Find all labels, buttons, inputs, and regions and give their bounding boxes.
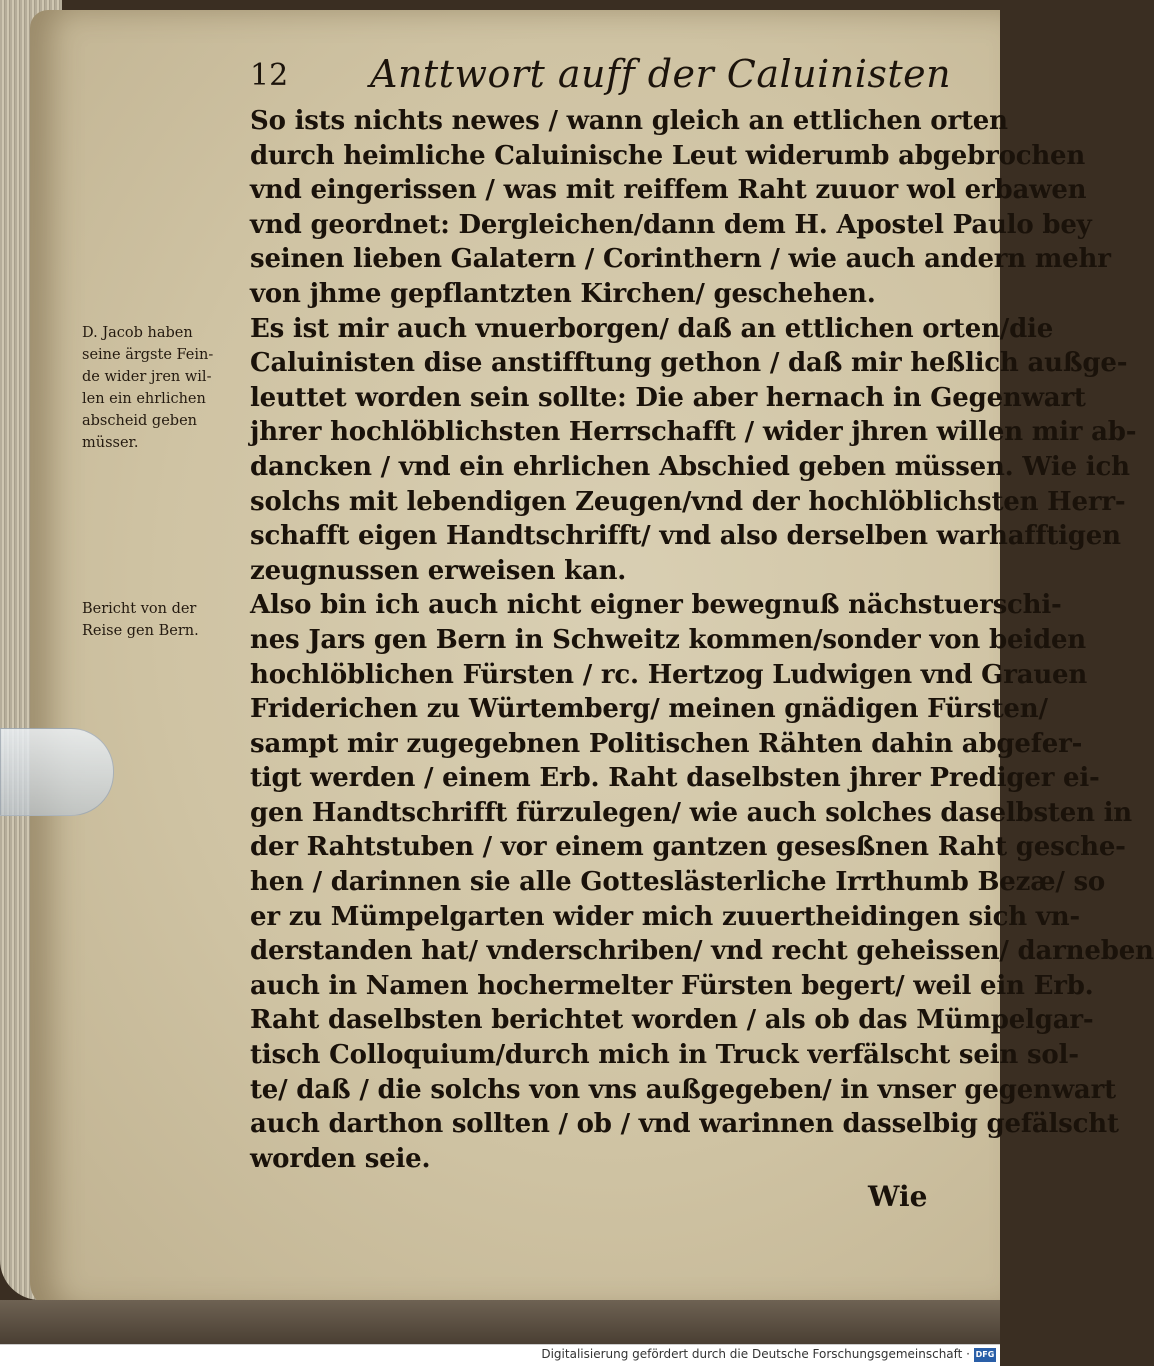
- text-line: tigt werden / einem Erb. Raht daselbsten jhrer Prediger ei-: [250, 763, 1100, 794]
- text-line: er zu Mümpelgarten wider mich zuuertheidingen sich vn-: [250, 901, 1081, 932]
- catchword: Wie: [868, 1180, 928, 1213]
- marginal-note-line: abscheid geben: [82, 413, 198, 429]
- text-line: Caluinisten dise anstifftung gethon / daß mir heßlich außge-: [250, 348, 1128, 379]
- text-line: worden seie.: [250, 1143, 431, 1174]
- text-line: schafft eigen Handtschrifft/ vnd also derselben warhafftigen: [250, 521, 1121, 552]
- text-line: Also bin ich auch nicht eigner bewegnuß nächstuerschi-: [250, 590, 1062, 621]
- footer-credit: Digitalisierung gefördert durch die Deutsche Forschungsgemeinschaft ·: [541, 1347, 970, 1361]
- marginal-note-1: [82, 322, 252, 454]
- text-line: der Rahtstuben / vor einem gantzen gesesßnen Raht gesche-: [250, 832, 1126, 863]
- text-line: Friderichen zu Würtemberg/ meinen gnädigen Fürsten/: [250, 694, 1048, 725]
- text-line: tisch Colloquium/durch mich in Truck verfälscht sein sol-: [250, 1040, 1079, 1071]
- text-line: Es ist mir auch vnuerborgen/ daß an ettlichen orten/die: [250, 313, 1054, 344]
- running-title: Anttwort auff der Caluinisten: [370, 52, 952, 96]
- text-line: von jhme gepflantzten Kirchen/ geschehen.: [250, 278, 876, 309]
- page-header: [250, 52, 952, 108]
- body-text: [250, 104, 1154, 1176]
- text-line: te/ daß / die solchs von vns außgegeben/ in vnser gegenwart: [250, 1074, 1116, 1105]
- text-line: auch darthon sollten / ob / vnd warinnen dasselbig gefälscht: [250, 1109, 1119, 1140]
- text-line: leuttet worden sein sollte: Die aber hernach in Gegenwart: [250, 382, 1086, 413]
- text-line: gen Handtschrifft fürzulegen/ wie auch solches daselbsten in: [250, 797, 1133, 828]
- plastic-page-clip: [0, 728, 114, 816]
- text-line: Raht daselbsten berichtet worden / als ob das Mümpelgar-: [250, 1005, 1094, 1036]
- scan-bottom-background: [0, 1300, 1000, 1344]
- text-line: seinen lieben Galatern / Corinthern / wie auch andern mehr: [250, 244, 1111, 275]
- text-line: derstanden hat/ vnderschriben/ vnd recht geheissen/ darneben: [250, 936, 1154, 967]
- text-line: sampt mir zugegebnen Politischen Rähten dahin abgefer-: [250, 728, 1083, 759]
- marginal-note-2: [82, 598, 252, 642]
- dfg-logo: DFG: [974, 1348, 996, 1362]
- text-line: jhrer hochlöblichsten Herrschafft / wider jhren willen mir ab-: [250, 417, 1137, 448]
- text-line: hochlöblichen Fürsten / rc. Hertzog Ludwigen vnd Grauen: [250, 659, 1088, 690]
- text-line: nes Jars gen Bern in Schweitz kommen/sonder von beiden: [250, 624, 1086, 655]
- text-line: vnd geordnet: Dergleichen/dann dem H. Apostel Paulo bey: [250, 209, 1092, 240]
- text-line: dancken / vnd ein ehrlichen Abschied geben müssen. Wie ich: [250, 451, 1130, 482]
- marginal-note-line: seine ärgste Fein-: [82, 347, 214, 363]
- text-line: solchs mit lebendigen Zeugen/vnd der hochlöblichsten Herr-: [250, 486, 1126, 517]
- text-line: hen / darinnen sie alle Gotteslästerliche Irrthumb Bezæ/ so: [250, 867, 1106, 898]
- marginal-note-line: D. Jacob haben: [82, 325, 193, 341]
- text-line: So ists nichts newes / wann gleich an ettlichen orten: [250, 106, 1008, 136]
- marginal-note-line: len ein ehrlichen: [82, 391, 206, 407]
- marginal-note-line: Bericht von der: [82, 601, 197, 617]
- marginal-note-line: müsser.: [82, 435, 139, 451]
- marginal-note-line: Reise gen Bern.: [82, 623, 199, 639]
- text-line: auch in Namen hochermelter Fürsten begert/ weil ein Erb.: [250, 970, 1094, 1001]
- page-number: 12: [250, 58, 289, 93]
- text-line: durch heimliche Caluinische Leut widerumb abgebrochen: [250, 140, 1086, 171]
- text-line: vnd eingerissen / was mit reiffem Raht zuuor wol erbawen: [250, 175, 1087, 206]
- footer-bar: [0, 1344, 1000, 1366]
- marginal-note-line: de wider jren wil-: [82, 369, 212, 385]
- text-line: zeugnussen erweisen kan.: [250, 555, 627, 586]
